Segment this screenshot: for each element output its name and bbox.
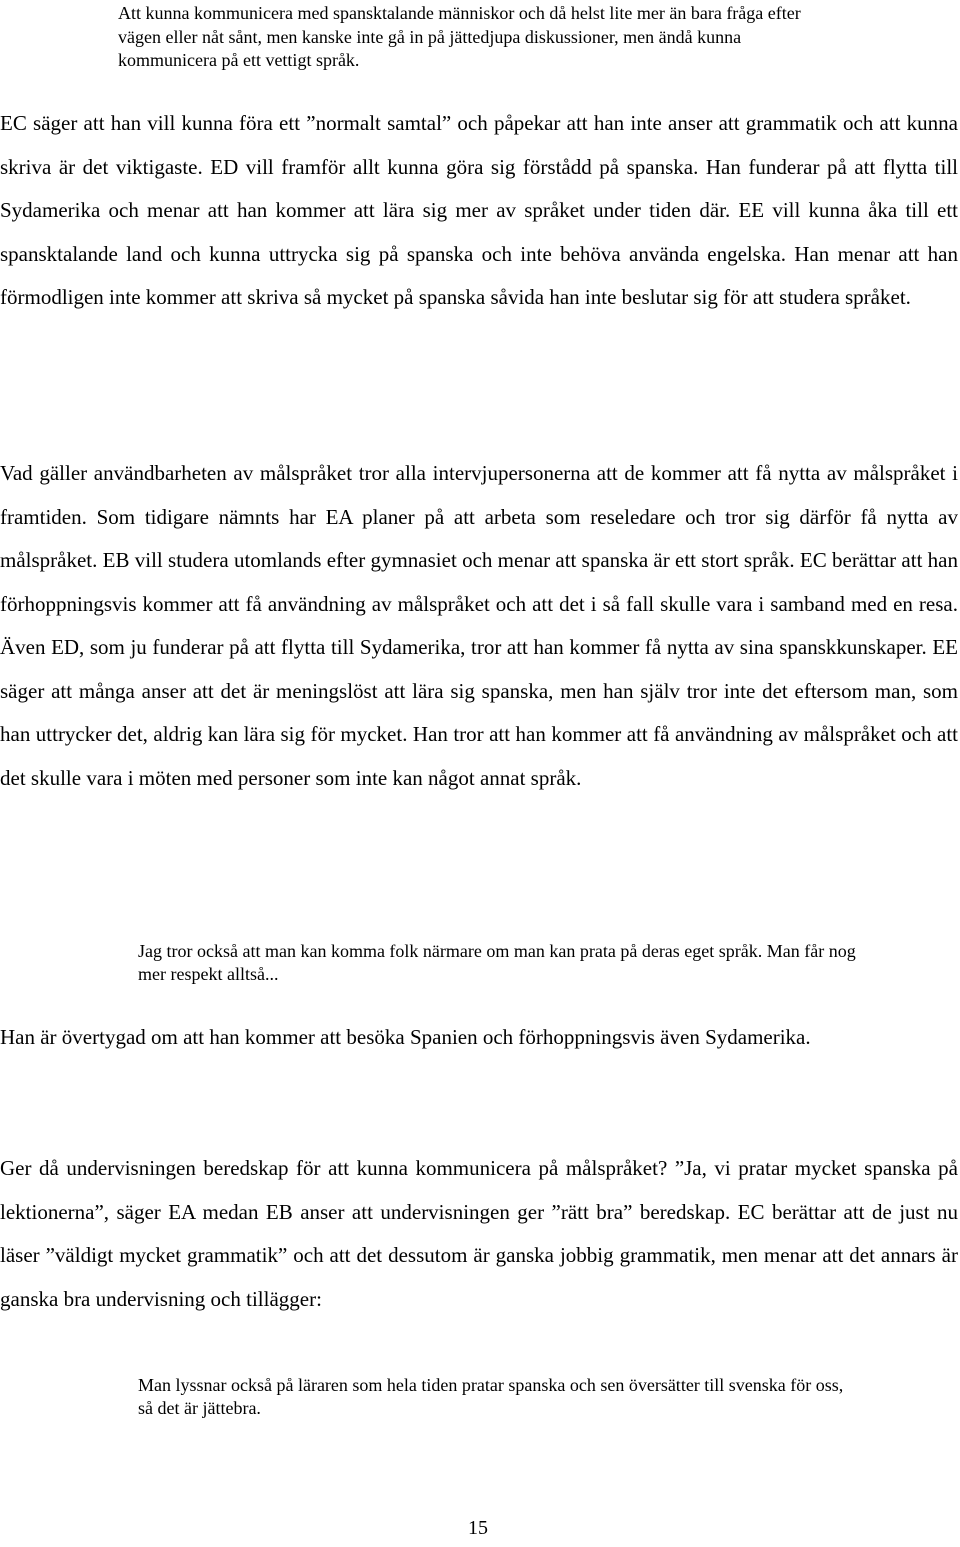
body-paragraph: Ger då undervisningen beredskap för att kunna kommunicera på målspråket? ”Ja, vi pratar mycket spanska på lektionerna”, säger EA medan EB anser att undervisningen ger ”rätt bra” beredskap. EC berättar att de just nu läser ”väldigt mycket grammatik” och att det dessutom är ganska jobbig grammatik, men menar att det annars är ganska bra undervisning och tillägger: [0, 1156, 958, 1311]
body-paragraph: Vad gäller användbarheten av målspråket tror alla intervjupersonerna att de kommer att få nytta av målspråket i framtiden. Som tidigare nämnts har EA planer på att arbeta som reseledare och tror sig därför få nytta av målspråket. EB vill studera utomlands efter gymnasiet och menar att spanska är ett stort språk. EC berättar att han förhoppningsvis kommer att få användning av målspråket och att det i så fall skulle vara i samband med en resa. Även ED, som ju funderar på att flytta till Sydamerika, tror att han kommer få nytta av sina spanskkunskaper. EE säger att många anser att det är meningslöst att lära sig spanska, men han själv tror inte det eftersom man, som han uttrycker det, aldrig kan lära sig för mycket. Han tror att han kommer att få användning av målspråket och att det skulle vara i möten med personer som inte kan något annat språk. [0, 461, 958, 790]
interview-quote: Jag tror också att man kan komma folk närmare om man kan prata på deras eget språk. Man får nog mer respekt alltså... [138, 941, 856, 984]
body-paragraph: EC säger att han vill kunna föra ett ”normalt samtal” och påpekar att han inte anser att grammatik och att kunna skriva är det viktigaste. ED vill framför allt kunna göra sig förstådd på spanska. Han funderar på att flytta till Sydamerika och menar att han kommer att lära sig mer av språket under tiden där. EE vill kunna åka till ett spansktalande land och kunna uttrycka sig på spanska och inte behöva använda engelska. Han menar att han förmodligen inte kommer att skriva så mycket på spanska såvida han inte beslutar sig för att studera språket. [0, 111, 958, 309]
body-paragraph: Han är övertygad om att han kommer att besöka Spanien och förhoppningsvis även Sydamerika. [0, 1025, 811, 1049]
page-number: 15 [468, 1517, 488, 1539]
interview-quote: Man lyssnar också på läraren som hela tiden pratar spanska och sen översätter till svenska för oss, så det är jättebra. [138, 1375, 844, 1418]
interview-quote: Att kunna kommunicera med spansktalande människor och då helst lite mer än bara fråga efter vägen eller nåt sånt, men kanske inte gå in på jättedjupa diskussioner, men ändå kunna kommunicera på ett vettigt språk. [118, 3, 801, 70]
